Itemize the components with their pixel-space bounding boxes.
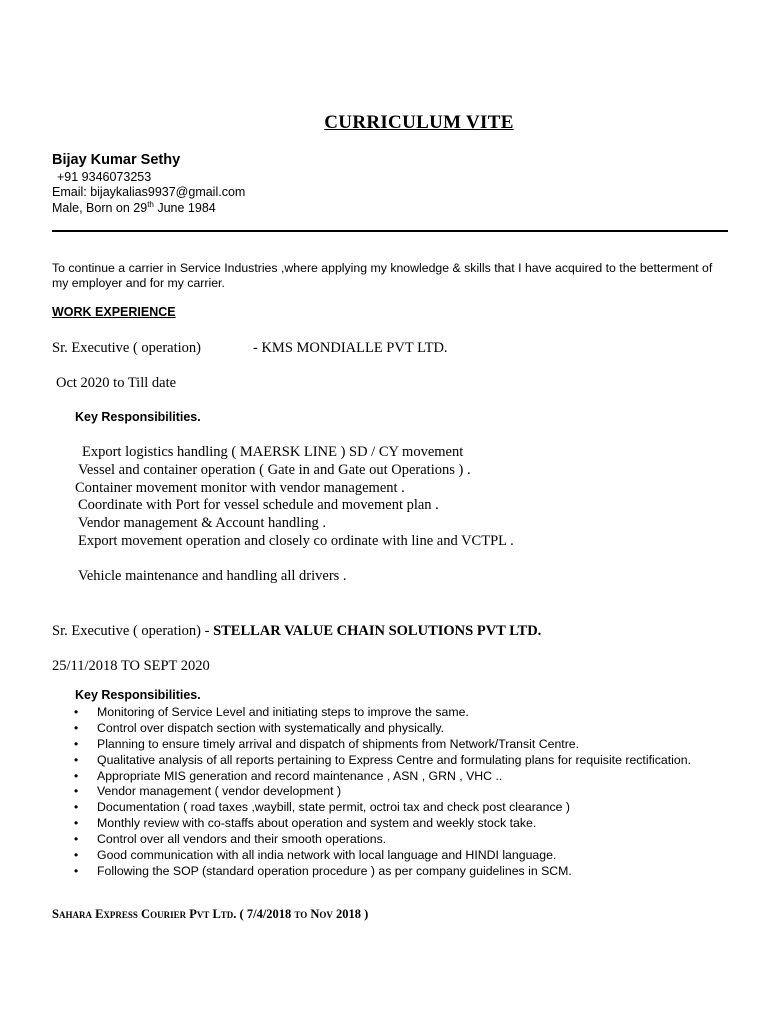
list-item (74, 753, 734, 769)
list-item-text: Control over dispatch section with systematically and physically. (97, 720, 444, 735)
candidate-name: Bijay Kumar Sethy (52, 152, 181, 168)
job2-role: Sr. Executive ( operation) - (52, 623, 214, 639)
list-item-text: Qualitative analysis of all reports pertaining to Express Centre and formulating plans for requisite rectification. (97, 752, 691, 767)
list-item-text: Following the SOP (standard operation procedure ) as per company guidelines in SCM. (97, 863, 572, 878)
list-item (74, 721, 734, 737)
job3-heading: Sahara Express Courier Pvt Ltd. ( 7/4/2018 to Nov 2018 ) (52, 907, 369, 921)
job1-duty: Coordinate with Port for vessel schedule and movement plan . (78, 497, 439, 513)
birth-prefix: Male, Born on 29 (52, 201, 148, 215)
bullet: • (74, 816, 79, 831)
job1-duty: Vendor management & Account handling . (78, 515, 327, 531)
list-item-text: Vendor management ( vendor development ) (97, 784, 342, 799)
bullet: • (74, 784, 79, 799)
list-item-text: Appropriate MIS generation and record maintenance , ASN , GRN , VHC .. (97, 768, 503, 783)
job2-title-line (52, 622, 541, 640)
work-experience-heading: WORK EXPERIENCE (52, 305, 176, 319)
job2-company: STELLAR VALUE CHAIN SOLUTIONS PVT LTD. (213, 623, 542, 639)
job1-duty: Export movement operation and closely co ordinate with line and VCTPL . (78, 533, 514, 549)
birth-superscript: th (147, 200, 154, 209)
document-title: CURRICULUM VITE (324, 112, 514, 133)
email-address: Email: bijaykalias9937@gmail.com (52, 185, 246, 199)
list-item (74, 864, 734, 880)
list-item-text: Planning to ensure timely arrival and dispatch of shipments from Network/Transit Centre. (97, 736, 580, 751)
list-item (74, 705, 734, 721)
bullet: • (74, 736, 79, 751)
job1-duty: Container movement monitor with vendor management . (75, 480, 405, 496)
list-item (74, 800, 734, 816)
list-item-text: Monthly review with co-staffs about operation and system and weekly stock take. (97, 816, 537, 831)
bullet: • (74, 800, 79, 815)
job1-key-responsibilities-heading: Key Responsibilities. (75, 410, 201, 424)
birth-suffix: June 1984 (153, 201, 216, 215)
bullet: • (74, 832, 79, 847)
job1-duty: Vehicle maintenance and handling all drivers . (78, 568, 347, 584)
job1-duty: Export logistics handling ( MAERSK LINE ) SD / CY movement (82, 444, 464, 460)
list-item (74, 848, 734, 864)
job1-duty: Vessel and container operation ( Gate in and Gate out Operations ) . (78, 462, 471, 478)
list-item-text: Control over all vendors and their smooth operations. (97, 832, 387, 847)
job2-duty-list (74, 705, 734, 880)
phone-number: +91 9346073253 (57, 170, 152, 184)
list-item-text: Monitoring of Service Level and initiating steps to improve the same. (97, 705, 469, 719)
list-item (74, 832, 734, 848)
list-item (74, 769, 734, 785)
bullet: • (74, 848, 79, 863)
bullet: • (74, 768, 79, 783)
bullet: • (74, 720, 79, 735)
list-item (74, 816, 734, 832)
list-item (74, 784, 734, 800)
job1-company: - KMS MONDIALLE PVT LTD. (253, 340, 448, 356)
job1-period: Oct 2020 to Till date (56, 375, 177, 391)
bullet: • (74, 705, 79, 719)
job2-key-responsibilities-heading: Key Responsibilities. (75, 688, 201, 702)
job2-period: 25/11/2018 TO SEPT 2020 (52, 658, 210, 674)
birth-info (52, 201, 216, 215)
job1-role: Sr. Executive ( operation) (52, 340, 201, 356)
list-item-text: Documentation ( road taxes ,waybill, state permit, octroi tax and check post clearance ) (97, 800, 570, 815)
bullet: • (74, 752, 79, 767)
header-divider (52, 230, 728, 232)
career-objective: To continue a carrier in Service Industries ,where applying my knowledge & skills that I have acquired to the betterment of my employer and for my carrier. (52, 261, 713, 290)
list-item-text: Good communication with all india network with local language and HINDI language. (97, 848, 557, 863)
bullet: • (74, 863, 79, 878)
list-item (74, 737, 734, 753)
